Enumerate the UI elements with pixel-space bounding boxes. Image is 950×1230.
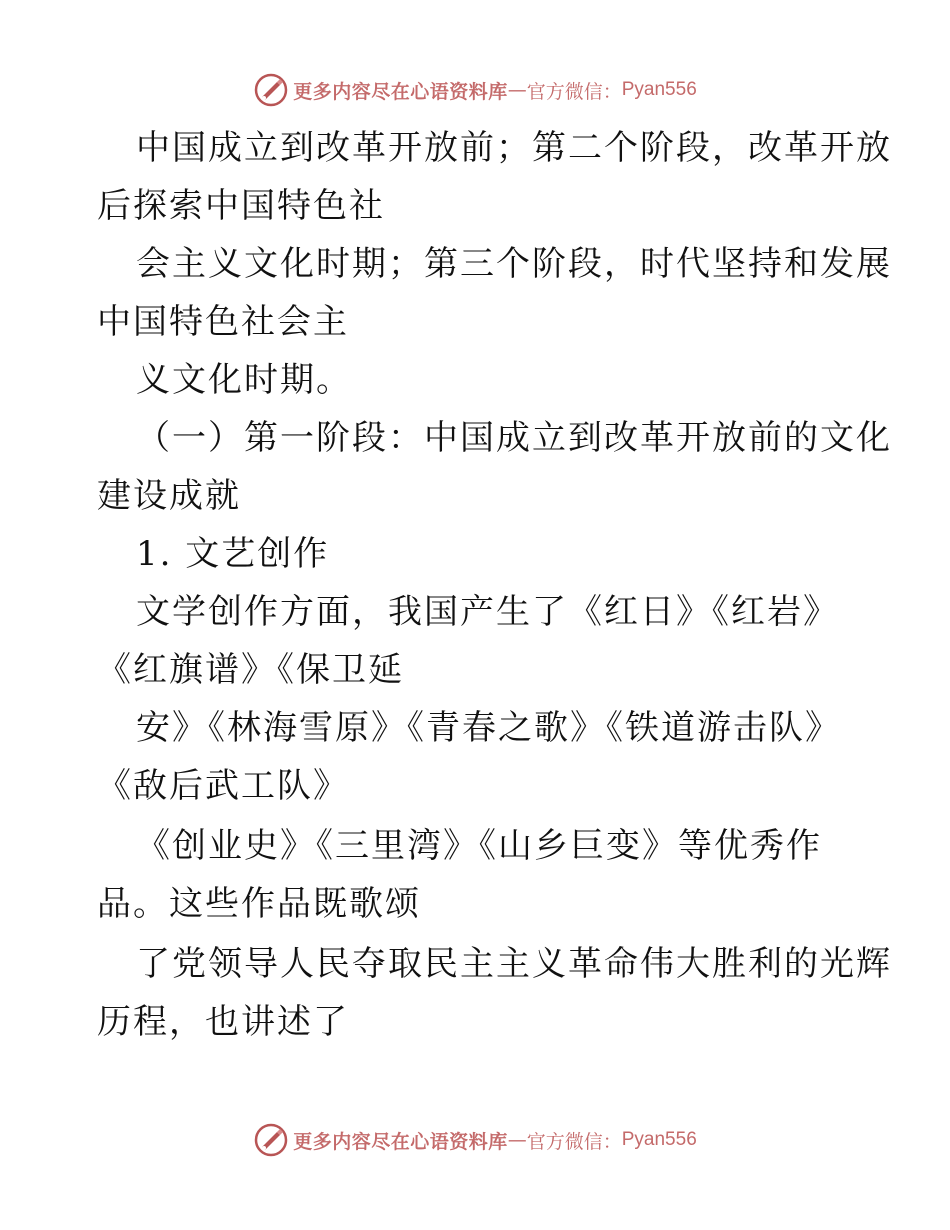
watermark-site-text: 更多内容尽在心语资料库: [293, 1130, 508, 1153]
paragraph-line: 会主义文化时期；第三个阶段，时代坚持和发展: [136, 244, 892, 284]
paragraph-line: 《敌后武工队》: [97, 766, 349, 806]
pen-logo-icon: [253, 72, 289, 108]
paragraph-line: 品。这些作品既歌颂: [97, 884, 421, 924]
paragraph-line: 了党领导人民夺取民主主义革命伟大胜利的光辉: [136, 944, 892, 984]
paragraph-line: 《红旗谱》《保卫延: [97, 650, 404, 690]
paragraph-line: 义文化时期。: [136, 360, 352, 400]
paragraph-line: 后探索中国特色社: [97, 186, 385, 226]
watermark-separator: —: [507, 79, 527, 101]
section-heading: （一）第一阶段：中国成立到改革开放前的文化: [136, 418, 892, 458]
watermark-separator: —: [507, 1129, 527, 1151]
footer-watermark: [0, 1120, 950, 1160]
pen-logo-icon: [253, 1122, 289, 1158]
watermark-wechat-label: 官方微信：: [526, 80, 622, 103]
watermark-wechat-id: Pyan556: [621, 1129, 697, 1150]
paragraph-line: 《创业史》《三里湾》《山乡巨变》等优秀作: [136, 826, 822, 866]
header-watermark: [0, 70, 950, 110]
watermark-wechat-label: 官方微信：: [526, 1130, 622, 1153]
paragraph-line: 历程，也讲述了: [97, 1002, 349, 1042]
paragraph-line: 文学创作方面，我国产生了《红日》《红岩》: [136, 592, 839, 632]
subsection-heading: 1. 文艺创作: [136, 534, 330, 574]
watermark-site-text: 更多内容尽在心语资料库: [293, 80, 508, 103]
watermark-wechat-id: Pyan556: [621, 79, 697, 100]
paragraph-line: 中国特色社会主: [97, 302, 349, 342]
section-heading-continued: 建设成就: [97, 476, 241, 516]
paragraph-line: 安》《林海雪原》《青春之歌》《铁道游击队》: [136, 708, 841, 748]
paragraph-line: 中国成立到改革开放前；第二个阶段，改革开放: [136, 128, 892, 168]
